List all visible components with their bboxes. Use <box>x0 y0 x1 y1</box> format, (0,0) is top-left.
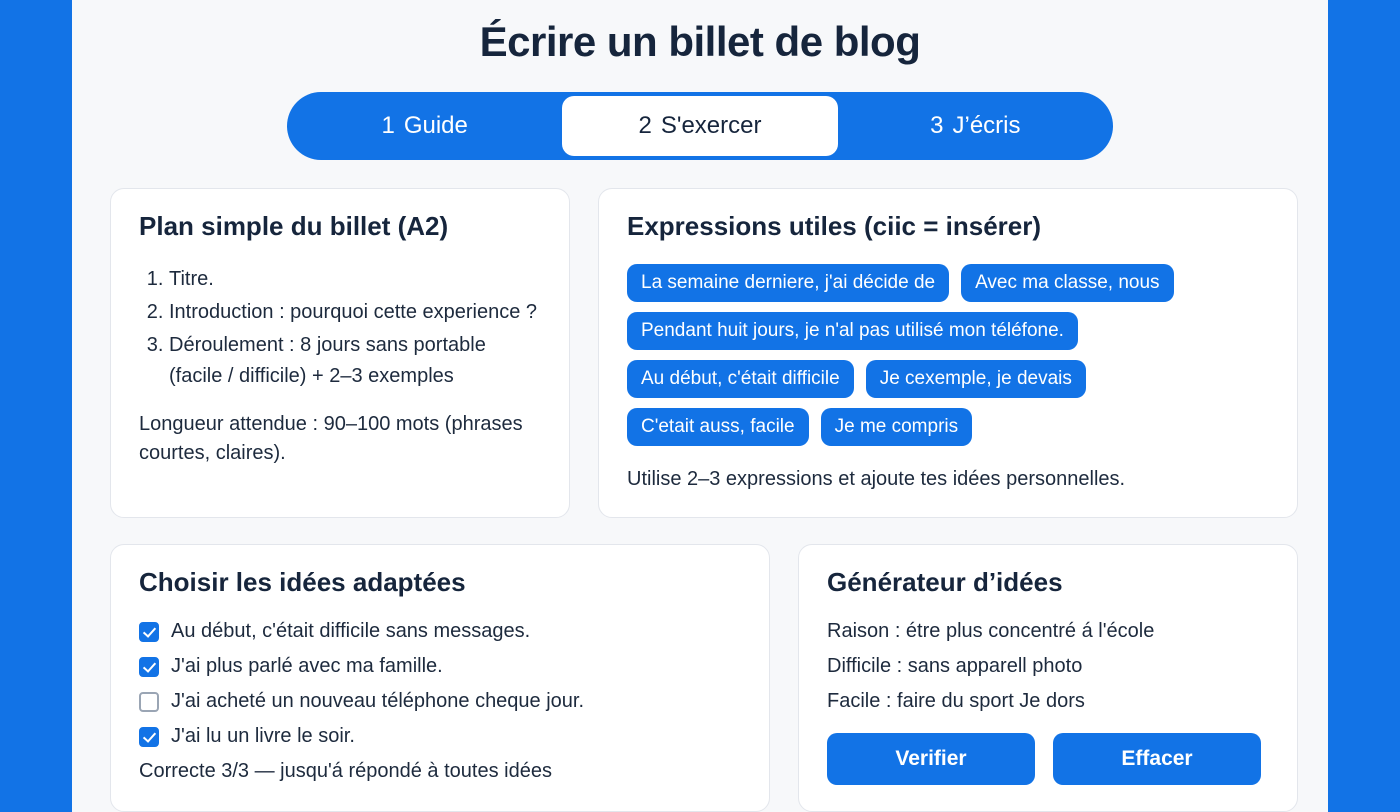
plan-length-note: Longueur attendue : 90–100 mots (phrases courtes, claires). <box>139 413 523 464</box>
expressions-hint: Utilise 2–3 expressions et ajoute tes idées personnelles. <box>627 468 1126 490</box>
tab-guide-label: Guide <box>403 112 468 139</box>
plan-card <box>110 188 570 518</box>
expressions-card-heading: Expressions utiles (ciic = insérer) <box>627 211 1042 241</box>
ideas-score: Correcte 3/3 — jusqu'á répondé à toutes idées <box>139 760 552 782</box>
ideas-card <box>110 544 770 812</box>
expression-chip[interactable]: La semaine derniere, j'ai décide de <box>627 264 949 302</box>
expression-chip[interactable]: Pendant huit jours, je n'al pas utilisé mon téléfone. <box>627 312 1078 350</box>
list-item: 1. Titre. <box>169 264 541 295</box>
plan-card-heading: Plan simple du billet (A2) <box>139 211 449 241</box>
list-item[interactable] <box>139 690 741 713</box>
tab-jecris-number: 3 <box>930 112 944 139</box>
tab-sexercer-number: 2 <box>638 112 652 139</box>
tab-guide-number: 1 <box>381 112 395 139</box>
checkbox-icon[interactable] <box>139 692 159 712</box>
checkbox-icon[interactable] <box>139 657 159 677</box>
list-item: 3. Déroulement : 8 jours sans portable (facile / difficile) + 2–3 exemples <box>169 330 541 392</box>
idea-label: J'ai plus parlé avec ma famille. <box>171 655 443 677</box>
list-item[interactable] <box>139 620 741 643</box>
expression-chip[interactable]: Je me compris <box>821 408 973 446</box>
idea-label: J'ai lu un livre le soir. <box>171 725 355 747</box>
idea-label: Au début, c'était difficile sans messages. <box>171 620 531 642</box>
clear-button[interactable]: Effacer <box>1053 733 1261 785</box>
generator-line-difficile: Difficile : sans apparell photo <box>827 655 1083 677</box>
list-item[interactable] <box>139 725 741 748</box>
generator-card <box>798 544 1298 812</box>
expression-chip[interactable]: Au début, c'était difficile <box>627 360 854 398</box>
generator-line-facile: Facile : faire du sport Je dors <box>827 690 1085 712</box>
expression-chip[interactable]: Je cexemple, je devais <box>866 360 1086 398</box>
list-item: 2. Introduction : pourquoi cette experience ? <box>169 297 541 328</box>
generator-card-heading: Générateur d’idées <box>827 567 1063 597</box>
expression-chip-list <box>627 264 1269 446</box>
list-item[interactable] <box>139 655 741 678</box>
verify-button[interactable]: Verifier <box>827 733 1035 785</box>
checkbox-icon[interactable] <box>139 622 159 642</box>
idea-label: J'ai acheté un nouveau téléphone cheque jour. <box>171 690 585 712</box>
bottom-cards-grid <box>72 544 1328 812</box>
tabs-container <box>72 92 1328 160</box>
top-cards-grid <box>72 188 1328 518</box>
ideas-card-heading: Choisir les idées adaptées <box>139 567 466 597</box>
expression-chip[interactable]: C'etait auss, facile <box>627 408 809 446</box>
expression-chip[interactable]: Avec ma classe, nous <box>961 264 1173 302</box>
page-title: Écrire un billet de blog <box>479 18 921 65</box>
expressions-card <box>598 188 1298 518</box>
generator-line-reason: Raison : étre plus concentré á l'école <box>827 620 1155 642</box>
plan-list <box>139 264 541 392</box>
tab-sexercer[interactable] <box>562 96 837 156</box>
ideas-checklist <box>139 620 741 748</box>
app-page <box>72 0 1328 812</box>
tab-bar <box>287 92 1113 160</box>
tab-jecris-label: J’écris <box>952 112 1021 139</box>
generator-buttons <box>827 733 1269 785</box>
tab-guide[interactable] <box>287 92 562 160</box>
tab-sexercer-label: S'exercer <box>660 112 762 139</box>
tab-jecris[interactable] <box>838 92 1113 160</box>
checkbox-icon[interactable] <box>139 727 159 747</box>
